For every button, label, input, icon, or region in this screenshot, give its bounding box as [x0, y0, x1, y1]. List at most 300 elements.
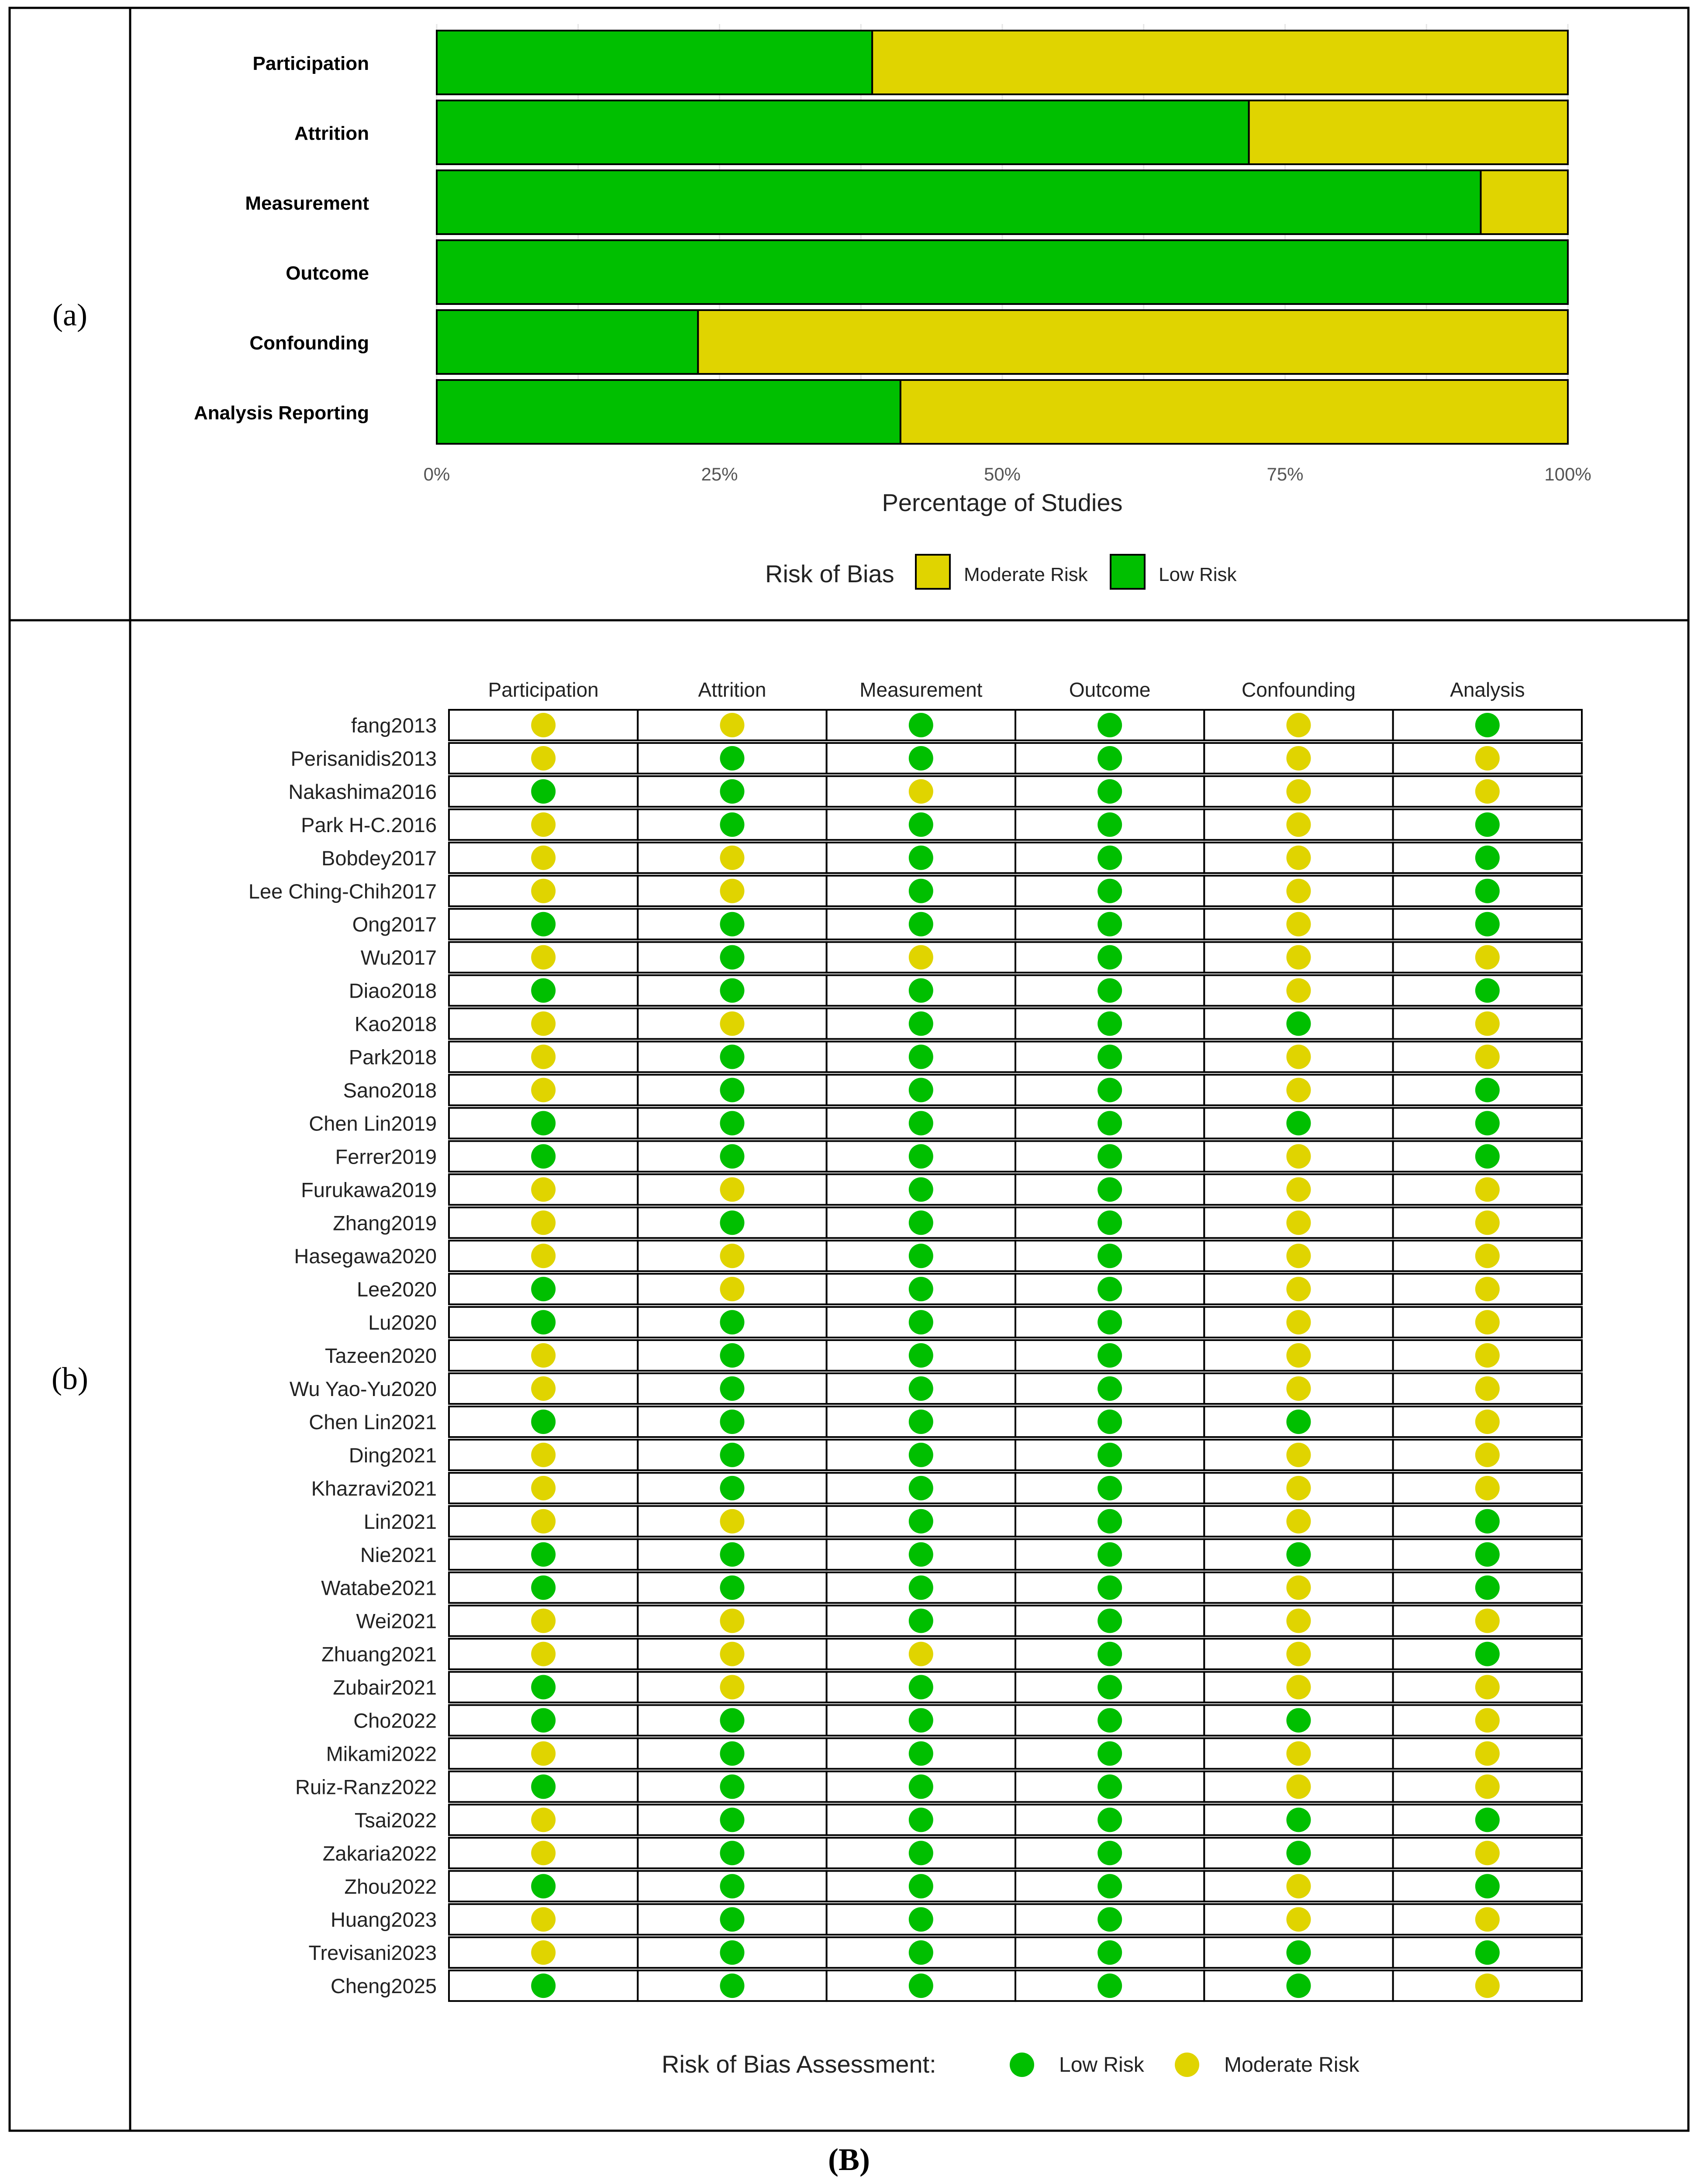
category-label: Measurement: [245, 193, 369, 214]
study-row: [352, 909, 1582, 940]
low-risk-dot: [909, 1476, 933, 1500]
bar-segment-moderate: [901, 380, 1568, 444]
moderate-risk-dot: [1475, 779, 1500, 804]
moderate-risk-dot: [531, 1177, 556, 1202]
study-label: Ong2017: [352, 912, 437, 936]
low-risk-dot: [909, 978, 933, 1003]
low-risk-dot: [1097, 1443, 1122, 1467]
moderate-risk-dot: [1475, 1708, 1500, 1733]
x-tick-label: 0%: [423, 464, 450, 484]
study-row: [301, 1174, 1582, 1205]
low-risk-dot: [720, 1144, 745, 1168]
figure-caption: (B): [828, 2142, 870, 2177]
bar-segment-low: [437, 100, 1249, 164]
moderate-risk-dot: [720, 1277, 745, 1301]
low-risk-dot: [531, 1144, 556, 1168]
study-row: [290, 1373, 1582, 1404]
study-label: Chen Lin2019: [309, 1112, 437, 1135]
moderate-risk-dot: [1475, 1609, 1500, 1633]
moderate-risk-dot: [720, 1609, 745, 1633]
low-risk-dot: [720, 746, 745, 771]
low-risk-dot: [909, 812, 933, 837]
x-axis-label: Percentage of Studies: [882, 489, 1123, 516]
moderate-risk-dot: [531, 945, 556, 970]
low-risk-dot: [909, 713, 933, 737]
bar-segment-moderate: [872, 31, 1568, 94]
study-row: [326, 1738, 1582, 1769]
moderate-risk-dot: [531, 1609, 556, 1633]
low-risk-dot: [909, 1675, 933, 1700]
low-risk-dot: [1097, 1476, 1122, 1500]
legend-title: Risk of Bias: [765, 560, 894, 587]
study-label: Chen Lin2021: [309, 1410, 437, 1434]
moderate-risk-dot: [531, 1476, 556, 1500]
low-risk-dot: [531, 1874, 556, 1898]
low-risk-dot: [1475, 912, 1500, 936]
moderate-risk-dot: [909, 1642, 933, 1666]
study-row: [309, 1937, 1582, 1968]
moderate-risk-dot: [1475, 1310, 1500, 1334]
legend-entry: Low Risk: [1159, 564, 1237, 585]
low-risk-dot: [720, 1111, 745, 1135]
moderate-risk-dot: [531, 846, 556, 870]
study-row: [331, 1904, 1582, 1935]
low-risk-dot: [531, 1310, 556, 1334]
low-risk-dot: [909, 879, 933, 903]
study-row: [353, 1705, 1582, 1736]
low-risk-dot: [720, 1741, 745, 1766]
study-label: Ding2021: [349, 1443, 437, 1467]
low-risk-dot: [909, 1874, 933, 1898]
moderate-risk-dot: [720, 1177, 745, 1202]
moderate-risk-dot: [1475, 1343, 1500, 1368]
moderate-risk-dot: [1287, 1210, 1311, 1235]
moderate-risk-dot: [720, 1509, 745, 1534]
low-risk-dot: [1475, 812, 1500, 837]
moderate-risk-dot: [531, 1244, 556, 1268]
moderate-risk-dot: [1287, 1675, 1311, 1700]
moderate-risk-dot: [1287, 1078, 1311, 1102]
x-tick-labels: [424, 464, 1591, 484]
low-risk-dot: [531, 1774, 556, 1799]
moderate-risk-dot: [720, 1675, 745, 1700]
moderate-risk-dot: [1475, 1244, 1500, 1268]
study-row: [309, 1406, 1582, 1437]
x-tick-label: 100%: [1544, 464, 1591, 484]
low-risk-dot: [1097, 1310, 1122, 1334]
moderate-risk-dot: [720, 846, 745, 870]
low-risk-dot: [1475, 879, 1500, 903]
low-risk-dot: [909, 1807, 933, 1832]
low-risk-dot: [909, 1012, 933, 1036]
study-row: [351, 710, 1582, 740]
moderate-risk-dot: [531, 1343, 556, 1368]
bar-segment-low: [437, 380, 901, 444]
low-risk-dot: [531, 1973, 556, 1998]
study-label: Bobdey2017: [321, 846, 437, 870]
moderate-risk-dot: [720, 879, 745, 903]
low-risk-dot: [531, 1277, 556, 1301]
low-risk-dot: [1287, 1542, 1311, 1567]
moderate-risk-dot: [531, 1376, 556, 1401]
study-label: Hasegawa2020: [294, 1244, 437, 1268]
moderate-risk-dot: [909, 945, 933, 970]
low-risk-dot: [720, 1210, 745, 1235]
moderate-risk-dot: [720, 1244, 745, 1268]
study-row: [294, 1241, 1582, 1271]
study-label: Zhuang2021: [321, 1642, 437, 1666]
moderate-risk-dot: [1287, 1343, 1311, 1368]
low-risk-dot: [1097, 1708, 1122, 1733]
low-risk-dot: [909, 1410, 933, 1434]
moderate-risk-dot: [1475, 1907, 1500, 1932]
low-risk-dot: [1287, 1111, 1311, 1135]
moderate-risk-dot: [1475, 1741, 1500, 1766]
moderate-risk-dot: [1475, 945, 1500, 970]
low-risk-dot: [1475, 1874, 1500, 1898]
moderate-risk-dot: [1287, 1177, 1311, 1202]
moderate-risk-dot: [1287, 1609, 1311, 1633]
study-row: [355, 1009, 1582, 1039]
low-risk-dot: [1097, 1210, 1122, 1235]
legend-entry: Moderate Risk: [1224, 2053, 1360, 2077]
moderate-risk-dot: [1287, 846, 1311, 870]
study-label: Park2018: [349, 1045, 437, 1069]
legend-dot: [1175, 2053, 1199, 2077]
bar-segment-low: [437, 170, 1481, 234]
moderate-risk-dot: [531, 746, 556, 771]
low-risk-dot: [1097, 1144, 1122, 1168]
low-risk-dot: [909, 1111, 933, 1135]
legend-a: [765, 555, 1237, 589]
study-row: [364, 1506, 1582, 1537]
low-risk-dot: [909, 912, 933, 936]
moderate-risk-dot: [1287, 812, 1311, 837]
low-risk-dot: [1097, 1111, 1122, 1135]
low-risk-dot: [909, 1940, 933, 1965]
moderate-risk-dot: [720, 1012, 745, 1036]
low-risk-dot: [1097, 1244, 1122, 1268]
moderate-risk-dot: [1475, 1774, 1500, 1799]
low-risk-dot: [1097, 1277, 1122, 1301]
low-risk-dot: [1097, 1376, 1122, 1401]
low-risk-dot: [1475, 1111, 1500, 1135]
moderate-risk-dot: [1287, 1576, 1311, 1600]
moderate-risk-dot: [1287, 978, 1311, 1003]
panel-a-label: (a): [52, 297, 87, 332]
study-label: Park H-C.2016: [301, 813, 437, 836]
low-risk-dot: [720, 1443, 745, 1467]
low-risk-dot: [531, 779, 556, 804]
low-risk-dot: [1097, 1078, 1122, 1102]
low-risk-dot: [720, 1874, 745, 1898]
moderate-risk-dot: [1287, 1774, 1311, 1799]
study-row: [331, 1970, 1582, 2001]
study-row: [357, 1274, 1582, 1304]
low-risk-dot: [1097, 1940, 1122, 1965]
low-risk-dot: [909, 1277, 933, 1301]
low-risk-dot: [1097, 1642, 1122, 1666]
study-label: Diao2018: [349, 979, 437, 1002]
moderate-risk-dot: [531, 1741, 556, 1766]
low-risk-dot: [720, 945, 745, 970]
low-risk-dot: [1097, 879, 1122, 903]
low-risk-dot: [531, 912, 556, 936]
moderate-risk-dot: [531, 812, 556, 837]
column-header: Analysis: [1450, 678, 1525, 701]
moderate-risk-dot: [1287, 1509, 1311, 1534]
low-risk-dot: [720, 978, 745, 1003]
moderate-risk-dot: [1475, 1675, 1500, 1700]
study-row: [344, 1871, 1582, 1901]
low-risk-dot: [1097, 1542, 1122, 1567]
moderate-risk-dot: [1287, 1376, 1311, 1401]
low-risk-dot: [1287, 1973, 1311, 1998]
low-risk-dot: [531, 1111, 556, 1135]
low-risk-dot: [909, 1708, 933, 1733]
low-risk-dot: [1097, 1509, 1122, 1534]
moderate-risk-dot: [1287, 1244, 1311, 1268]
study-label: fang2013: [351, 714, 437, 737]
low-risk-dot: [909, 1210, 933, 1235]
low-risk-dot: [909, 1973, 933, 1998]
study-row: [321, 843, 1582, 873]
low-risk-dot: [909, 1045, 933, 1069]
low-risk-dot: [720, 1940, 745, 1965]
low-risk-dot: [1097, 1045, 1122, 1069]
study-row: [248, 876, 1582, 906]
moderate-risk-dot: [1287, 779, 1311, 804]
low-risk-dot: [909, 1907, 933, 1932]
moderate-risk-dot: [909, 779, 933, 804]
low-risk-dot: [531, 1708, 556, 1733]
moderate-risk-dot: [1475, 1443, 1500, 1467]
low-risk-dot: [531, 1542, 556, 1567]
low-risk-dot: [909, 1741, 933, 1766]
study-label: Furukawa2019: [301, 1178, 437, 1202]
low-risk-dot: [1097, 812, 1122, 837]
study-label: Ruiz-Ranz2022: [295, 1775, 437, 1799]
low-risk-dot: [720, 1410, 745, 1434]
moderate-risk-dot: [531, 1807, 556, 1832]
study-label: Zhang2019: [333, 1211, 437, 1235]
low-risk-dot: [909, 1509, 933, 1534]
study-label: Wu Yao-Yu2020: [289, 1377, 437, 1400]
moderate-risk-dot: [531, 1078, 556, 1102]
study-label: Zakaria2022: [322, 1842, 437, 1865]
low-risk-dot: [1287, 1940, 1311, 1965]
moderate-risk-dot: [1287, 746, 1311, 771]
legend-swatch: [1111, 555, 1145, 589]
low-risk-dot: [1097, 846, 1122, 870]
moderate-risk-dot: [1475, 1012, 1500, 1036]
low-risk-dot: [1097, 713, 1122, 737]
moderate-risk-dot: [531, 713, 556, 737]
low-risk-dot: [1475, 1807, 1500, 1832]
moderate-risk-dot: [531, 1443, 556, 1467]
low-risk-dot: [909, 846, 933, 870]
low-risk-dot: [909, 1609, 933, 1633]
low-risk-dot: [1287, 1410, 1311, 1434]
legend-entry: Low Risk: [1059, 2053, 1144, 2077]
low-risk-dot: [720, 912, 745, 936]
low-risk-dot: [720, 779, 745, 804]
moderate-risk-dot: [531, 1012, 556, 1036]
moderate-risk-dot: [1475, 1973, 1500, 1998]
column-header: Confounding: [1242, 678, 1356, 701]
study-row: [349, 1440, 1582, 1470]
moderate-risk-dot: [531, 879, 556, 903]
low-risk-dot: [909, 1343, 933, 1368]
moderate-risk-dot: [1475, 746, 1500, 771]
moderate-risk-dot: [1287, 1874, 1311, 1898]
low-risk-dot: [720, 1841, 745, 1865]
low-risk-dot: [909, 746, 933, 771]
moderate-risk-dot: [531, 1907, 556, 1932]
moderate-risk-dot: [1475, 1841, 1500, 1865]
column-headers: [488, 678, 1525, 701]
low-risk-dot: [1097, 1177, 1122, 1202]
bar-segment-low: [437, 240, 1568, 304]
study-label: Cho2022: [353, 1709, 437, 1732]
study-row: [325, 1340, 1582, 1371]
category-label: Confounding: [249, 332, 369, 354]
study-label: Lu2020: [368, 1311, 437, 1334]
low-risk-dot: [909, 1542, 933, 1567]
moderate-risk-dot: [1475, 1277, 1500, 1301]
study-label: Mikami2022: [326, 1742, 437, 1766]
x-tick-label: 25%: [701, 464, 738, 484]
low-risk-dot: [720, 1476, 745, 1500]
bar-segment-moderate: [1249, 100, 1568, 164]
low-risk-dot: [1097, 1774, 1122, 1799]
low-risk-dot: [720, 1310, 745, 1334]
low-risk-dot: [1097, 779, 1122, 804]
study-row: [333, 1207, 1582, 1238]
study-label: Kao2018: [354, 1012, 437, 1036]
study-row: [295, 1771, 1582, 1802]
low-risk-dot: [909, 1443, 933, 1467]
study-row: [368, 1307, 1582, 1337]
low-risk-dot: [1287, 1841, 1311, 1865]
study-row: [360, 1539, 1582, 1570]
low-risk-dot: [1475, 1078, 1500, 1102]
panel-b-label: (b): [52, 1361, 88, 1396]
low-risk-dot: [1097, 1410, 1122, 1434]
low-risk-dot: [531, 978, 556, 1003]
study-label: Cheng2025: [330, 1974, 437, 1998]
study-row: [361, 942, 1582, 973]
moderate-risk-dot: [531, 1045, 556, 1069]
low-risk-dot: [720, 1708, 745, 1733]
legend-b: [662, 2050, 1360, 2078]
study-row: [301, 809, 1582, 840]
low-risk-dot: [909, 1841, 933, 1865]
low-risk-dot: [1097, 945, 1122, 970]
low-risk-dot: [1475, 978, 1500, 1003]
low-risk-dot: [1097, 1576, 1122, 1600]
low-risk-dot: [1475, 1542, 1500, 1567]
low-risk-dot: [1097, 1907, 1122, 1932]
low-risk-dot: [1475, 1144, 1500, 1168]
moderate-risk-dot: [1475, 1210, 1500, 1235]
low-risk-dot: [1097, 746, 1122, 771]
study-label: Wei2021: [356, 1609, 437, 1633]
low-risk-dot: [720, 1807, 745, 1832]
study-label: Wu2017: [360, 946, 437, 969]
study-label: Ferrer2019: [335, 1145, 437, 1168]
low-risk-dot: [1475, 1509, 1500, 1534]
moderate-risk-dot: [531, 1509, 556, 1534]
study-row: [356, 1606, 1582, 1636]
low-risk-dot: [1097, 1609, 1122, 1633]
column-header: Outcome: [1069, 678, 1151, 701]
moderate-risk-dot: [1287, 1310, 1311, 1334]
study-label: Huang2023: [330, 1908, 437, 1932]
moderate-risk-dot: [1287, 713, 1311, 737]
legend-swatch: [916, 555, 950, 589]
moderate-risk-dot: [1287, 1277, 1311, 1301]
study-row: [349, 1042, 1582, 1072]
low-risk-dot: [1097, 1675, 1122, 1700]
moderate-risk-dot: [1287, 945, 1311, 970]
moderate-risk-dot: [1475, 1376, 1500, 1401]
study-label: Lee2020: [357, 1278, 437, 1301]
study-label: Sano2018: [343, 1078, 437, 1102]
study-row: [349, 975, 1582, 1006]
legend-title: Risk of Bias Assessment:: [662, 2050, 936, 2078]
bar-segment-low: [437, 31, 872, 94]
category-label: Participation: [252, 53, 369, 74]
low-risk-dot: [720, 1343, 745, 1368]
low-risk-dot: [1097, 1741, 1122, 1766]
moderate-risk-dot: [1287, 1443, 1311, 1467]
moderate-risk-dot: [531, 1642, 556, 1666]
moderate-risk-dot: [1475, 1476, 1500, 1500]
low-risk-dot: [909, 1244, 933, 1268]
column-header: Participation: [488, 678, 599, 701]
low-risk-dot: [1475, 1576, 1500, 1600]
moderate-risk-dot: [1287, 879, 1311, 903]
bar-segment-moderate: [698, 310, 1568, 374]
low-risk-dot: [531, 1576, 556, 1600]
study-label: Nakashima2016: [288, 780, 437, 803]
legend-entry: Moderate Risk: [964, 564, 1088, 585]
study-row: [321, 1639, 1582, 1669]
low-risk-dot: [1097, 1012, 1122, 1036]
moderate-risk-dot: [1287, 1144, 1311, 1168]
low-risk-dot: [909, 1376, 933, 1401]
x-tick-label: 75%: [1267, 464, 1304, 484]
study-label: Khazravi2021: [311, 1476, 437, 1500]
low-risk-dot: [720, 1045, 745, 1069]
low-risk-dot: [1475, 1642, 1500, 1666]
moderate-risk-dot: [1287, 1476, 1311, 1500]
moderate-risk-dot: [720, 1642, 745, 1666]
column-header: Measurement: [859, 678, 983, 701]
low-risk-dot: [1097, 1807, 1122, 1832]
low-risk-dot: [720, 1907, 745, 1932]
low-risk-dot: [1097, 978, 1122, 1003]
low-risk-dot: [1097, 1973, 1122, 1998]
study-label: Zubair2021: [333, 1676, 437, 1699]
study-row: [323, 1838, 1582, 1868]
moderate-risk-dot: [720, 713, 745, 737]
column-header: Attrition: [698, 678, 766, 701]
low-risk-dot: [909, 1774, 933, 1799]
moderate-risk-dot: [1475, 1177, 1500, 1202]
study-row: [335, 1141, 1582, 1171]
